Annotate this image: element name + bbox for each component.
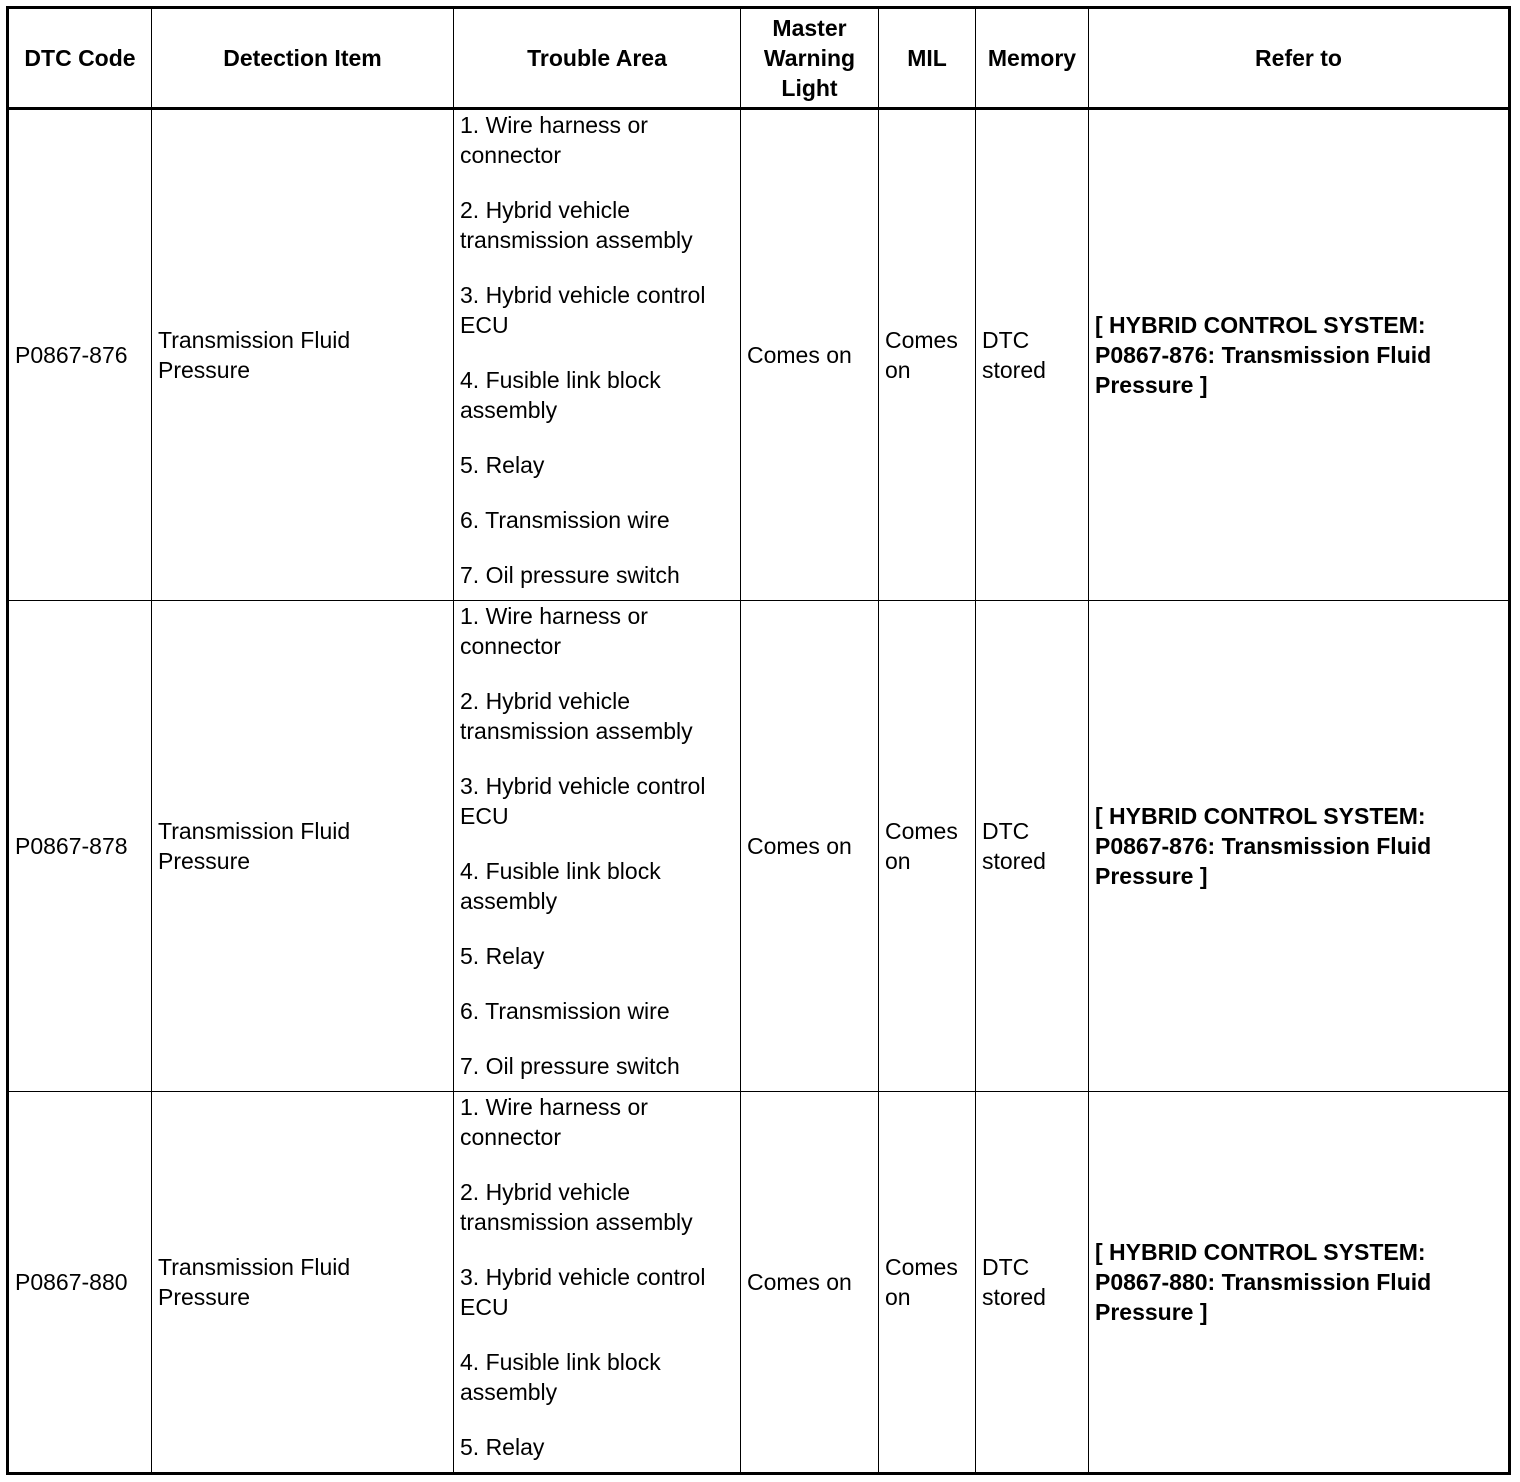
- trouble-area-item: 7. Oil pressure switch: [460, 562, 680, 588]
- table-row: [8, 1092, 1510, 1474]
- header-memory: Memory: [976, 8, 1089, 109]
- table-row: [8, 109, 1510, 601]
- trouble-area-item: 4. Fusible link block assembly: [460, 367, 661, 423]
- header-trouble-area: Trouble Area: [454, 8, 741, 109]
- trouble-area-item: 5. Relay: [460, 943, 545, 969]
- trouble-area-item: 3. Hybrid vehicle control ECU: [460, 282, 706, 338]
- dtc-code-cell: P0867-876: [8, 109, 152, 601]
- memory-cell: DTC stored: [976, 1092, 1089, 1474]
- refer-to-cell: [1089, 1092, 1510, 1474]
- table-row: [8, 601, 1510, 1092]
- memory-cell: DTC stored: [976, 109, 1089, 601]
- refer-to-cell: [1089, 601, 1510, 1092]
- dtc-table: [6, 6, 1511, 1475]
- header-detection-item: Detection Item: [152, 8, 454, 109]
- trouble-area-cell: [454, 109, 741, 601]
- trouble-area-cell: [454, 1092, 741, 1474]
- refer-to-link[interactable]: [ HYBRID CONTROL SYSTEM: P0867-876: Transmission Fluid Pressure ]: [1095, 312, 1432, 398]
- trouble-area-item: 2. Hybrid vehicle transmission assembly: [460, 1179, 693, 1235]
- refer-to-link[interactable]: [ HYBRID CONTROL SYSTEM: P0867-876: Transmission Fluid Pressure ]: [1095, 803, 1432, 889]
- trouble-area-cell: [454, 601, 741, 1092]
- trouble-area-item: 4. Fusible link block assembly: [460, 858, 661, 914]
- header-dtc-code: DTC Code: [8, 8, 152, 109]
- master-warning-light-cell: Comes on: [741, 601, 879, 1092]
- header-refer-to: Refer to: [1089, 8, 1510, 109]
- trouble-area-item: 6. Transmission wire: [460, 998, 670, 1024]
- trouble-area-item: 7. Oil pressure switch: [460, 1053, 680, 1079]
- refer-to-cell: [1089, 109, 1510, 601]
- trouble-area-item: 2. Hybrid vehicle transmission assembly: [460, 197, 693, 253]
- header-mil: MIL: [879, 8, 976, 109]
- refer-to-link[interactable]: [ HYBRID CONTROL SYSTEM: P0867-880: Transmission Fluid Pressure ]: [1095, 1239, 1432, 1325]
- trouble-area-item: 3. Hybrid vehicle control ECU: [460, 773, 706, 829]
- trouble-area-item: 3. Hybrid vehicle control ECU: [460, 1264, 706, 1320]
- mil-cell: Comes on: [879, 601, 976, 1092]
- header-row: [8, 8, 1510, 109]
- mil-cell: Comes on: [879, 1092, 976, 1474]
- detection-item-cell: Transmission Fluid Pressure: [152, 1092, 454, 1474]
- master-warning-light-cell: Comes on: [741, 1092, 879, 1474]
- trouble-area-item: 1. Wire harness or connector: [460, 1094, 648, 1150]
- memory-cell: DTC stored: [976, 601, 1089, 1092]
- table-body: [8, 109, 1510, 1474]
- detection-item-cell: Transmission Fluid Pressure: [152, 601, 454, 1092]
- trouble-area-item: 1. Wire harness or connector: [460, 603, 648, 659]
- header-master-warning-light: Master Warning Light: [741, 8, 879, 109]
- trouble-area-item: 6. Transmission wire: [460, 507, 670, 533]
- trouble-area-item: 4. Fusible link block assembly: [460, 1349, 661, 1405]
- trouble-area-item: 5. Relay: [460, 452, 545, 478]
- table-header: [8, 8, 1510, 109]
- dtc-code-cell: P0867-880: [8, 1092, 152, 1474]
- master-warning-light-cell: Comes on: [741, 109, 879, 601]
- detection-item-cell: Transmission Fluid Pressure: [152, 109, 454, 601]
- dtc-code-cell: P0867-878: [8, 601, 152, 1092]
- trouble-area-item: 2. Hybrid vehicle transmission assembly: [460, 688, 693, 744]
- trouble-area-item: 1. Wire harness or connector: [460, 112, 648, 168]
- mil-cell: Comes on: [879, 109, 976, 601]
- trouble-area-item: 5. Relay: [460, 1434, 545, 1460]
